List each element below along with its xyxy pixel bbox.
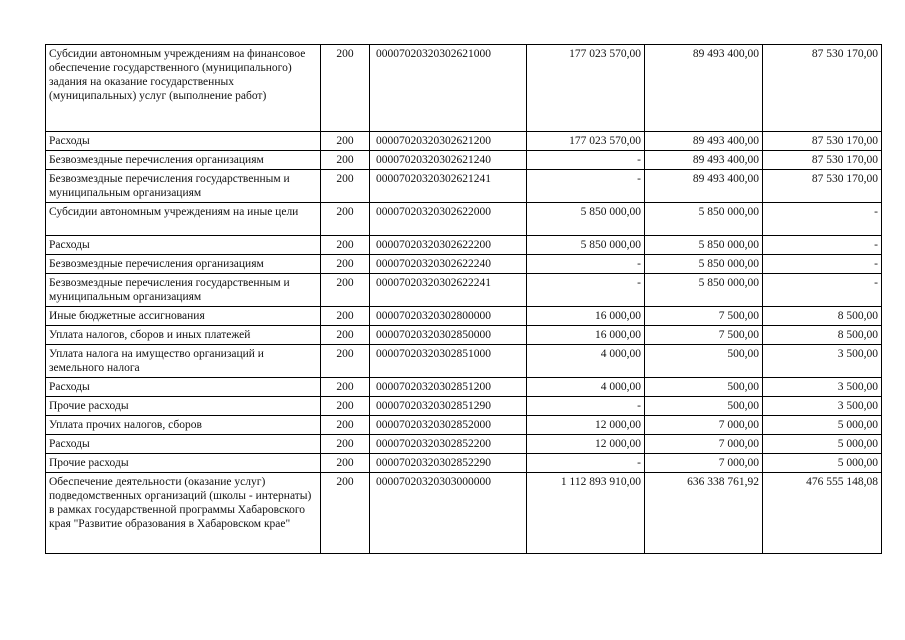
row-value-1-cell: - xyxy=(527,397,645,416)
table-row xyxy=(46,397,882,416)
row-name-cell: Иные бюджетные ассигнования xyxy=(46,307,321,326)
row-kbk-cell: 00007020320302852000 xyxy=(370,416,527,435)
row-value-2-cell: 5 850 000,00 xyxy=(645,274,763,307)
table-row xyxy=(46,473,882,554)
table-row xyxy=(46,435,882,454)
row-name-cell: Прочие расходы xyxy=(46,397,321,416)
row-value-2-cell: 89 493 400,00 xyxy=(645,45,763,132)
table-row xyxy=(46,378,882,397)
row-value-1-cell: 177 023 570,00 xyxy=(527,132,645,151)
row-value-1-cell: 177 023 570,00 xyxy=(527,45,645,132)
row-value-2-cell: 5 850 000,00 xyxy=(645,255,763,274)
row-name-cell: Расходы xyxy=(46,435,321,454)
row-value-1-cell: 1 112 893 910,00 xyxy=(527,473,645,554)
row-kbk-cell: 00007020320302621000 xyxy=(370,45,527,132)
row-value-3-cell: 5 000,00 xyxy=(763,435,882,454)
table-row xyxy=(46,151,882,170)
row-code-cell: 200 xyxy=(321,236,370,255)
row-name-cell: Уплата прочих налогов, сборов xyxy=(46,416,321,435)
row-value-2-cell: 89 493 400,00 xyxy=(645,151,763,170)
table-row xyxy=(46,132,882,151)
row-value-3-cell: 3 500,00 xyxy=(763,397,882,416)
row-value-2-cell: 636 338 761,92 xyxy=(645,473,763,554)
row-name-cell: Расходы xyxy=(46,132,321,151)
table-row xyxy=(46,255,882,274)
row-kbk-cell: 00007020320302622240 xyxy=(370,255,527,274)
row-value-1-cell: 16 000,00 xyxy=(527,307,645,326)
row-code-cell: 200 xyxy=(321,170,370,203)
row-value-3-cell: - xyxy=(763,203,882,236)
row-value-1-cell: 5 850 000,00 xyxy=(527,236,645,255)
row-value-3-cell: - xyxy=(763,236,882,255)
row-value-1-cell: - xyxy=(527,170,645,203)
row-value-1-cell: - xyxy=(527,274,645,307)
table-row xyxy=(46,326,882,345)
row-kbk-cell: 00007020320302851200 xyxy=(370,378,527,397)
row-value-2-cell: 500,00 xyxy=(645,345,763,378)
row-value-3-cell: 8 500,00 xyxy=(763,326,882,345)
budget-report-table-page xyxy=(45,44,882,554)
row-value-1-cell: 12 000,00 xyxy=(527,435,645,454)
row-code-cell: 200 xyxy=(321,274,370,307)
row-value-2-cell: 7 000,00 xyxy=(645,435,763,454)
row-code-cell: 200 xyxy=(321,307,370,326)
row-value-1-cell: - xyxy=(527,454,645,473)
row-code-cell: 200 xyxy=(321,435,370,454)
row-value-1-cell: - xyxy=(527,151,645,170)
row-kbk-cell: 00007020320302621200 xyxy=(370,132,527,151)
row-kbk-cell: 00007020320302851290 xyxy=(370,397,527,416)
table-row xyxy=(46,307,882,326)
table-row xyxy=(46,454,882,473)
row-value-1-cell: 16 000,00 xyxy=(527,326,645,345)
row-name-cell: Безвозмездные перечисления организациям xyxy=(46,151,321,170)
row-name-cell: Расходы xyxy=(46,378,321,397)
budget-execution-table xyxy=(45,44,882,554)
row-kbk-cell: 00007020320302851000 xyxy=(370,345,527,378)
table-body xyxy=(46,45,882,554)
row-code-cell: 200 xyxy=(321,203,370,236)
row-name-cell: Безвозмездные перечисления государственным и муниципальным организациям xyxy=(46,170,321,203)
row-value-3-cell: 476 555 148,08 xyxy=(763,473,882,554)
row-code-cell: 200 xyxy=(321,151,370,170)
row-kbk-cell: 00007020320302621240 xyxy=(370,151,527,170)
row-value-2-cell: 500,00 xyxy=(645,397,763,416)
row-value-3-cell: - xyxy=(763,274,882,307)
row-value-3-cell: 3 500,00 xyxy=(763,378,882,397)
row-value-3-cell: 87 530 170,00 xyxy=(763,132,882,151)
row-name-cell: Безвозмездные перечисления организациям xyxy=(46,255,321,274)
table-row xyxy=(46,274,882,307)
row-code-cell: 200 xyxy=(321,345,370,378)
row-code-cell: 200 xyxy=(321,326,370,345)
row-value-2-cell: 7 500,00 xyxy=(645,326,763,345)
row-code-cell: 200 xyxy=(321,473,370,554)
row-value-3-cell: 5 000,00 xyxy=(763,416,882,435)
table-row xyxy=(46,236,882,255)
table-row xyxy=(46,45,882,132)
row-value-3-cell: 8 500,00 xyxy=(763,307,882,326)
row-value-2-cell: 89 493 400,00 xyxy=(645,132,763,151)
row-value-3-cell: 3 500,00 xyxy=(763,345,882,378)
row-name-cell: Субсидии автономным учреждениям на финансовое обеспечение государственного (муниципального) задания на оказание государственных (муниципальных) услуг (выполнение работ) xyxy=(46,45,321,132)
row-value-1-cell: 4 000,00 xyxy=(527,345,645,378)
row-name-cell: Уплата налога на имущество организаций и земельного налога xyxy=(46,345,321,378)
row-value-2-cell: 5 850 000,00 xyxy=(645,236,763,255)
row-code-cell: 200 xyxy=(321,454,370,473)
row-code-cell: 200 xyxy=(321,255,370,274)
row-value-2-cell: 500,00 xyxy=(645,378,763,397)
row-name-cell: Прочие расходы xyxy=(46,454,321,473)
row-kbk-cell: 00007020320302621241 xyxy=(370,170,527,203)
row-name-cell: Субсидии автономным учреждениям на иные цели xyxy=(46,203,321,236)
row-code-cell: 200 xyxy=(321,397,370,416)
row-name-cell: Уплата налогов, сборов и иных платежей xyxy=(46,326,321,345)
table-row xyxy=(46,170,882,203)
row-code-cell: 200 xyxy=(321,132,370,151)
row-kbk-cell: 00007020320302622241 xyxy=(370,274,527,307)
row-value-3-cell: 87 530 170,00 xyxy=(763,170,882,203)
row-kbk-cell: 00007020320302852290 xyxy=(370,454,527,473)
row-kbk-cell: 00007020320302852200 xyxy=(370,435,527,454)
table-row xyxy=(46,416,882,435)
row-value-2-cell: 89 493 400,00 xyxy=(645,170,763,203)
table-row xyxy=(46,203,882,236)
row-code-cell: 200 xyxy=(321,45,370,132)
row-value-2-cell: 7 000,00 xyxy=(645,454,763,473)
row-value-1-cell: 12 000,00 xyxy=(527,416,645,435)
table-row xyxy=(46,345,882,378)
row-kbk-cell: 00007020320302850000 xyxy=(370,326,527,345)
row-value-2-cell: 5 850 000,00 xyxy=(645,203,763,236)
row-value-3-cell: - xyxy=(763,255,882,274)
row-value-3-cell: 87 530 170,00 xyxy=(763,151,882,170)
row-name-cell: Безвозмездные перечисления государственным и муниципальным организациям xyxy=(46,274,321,307)
row-value-1-cell: - xyxy=(527,255,645,274)
row-kbk-cell: 00007020320302800000 xyxy=(370,307,527,326)
row-kbk-cell: 00007020320303000000 xyxy=(370,473,527,554)
row-value-3-cell: 5 000,00 xyxy=(763,454,882,473)
row-value-3-cell: 87 530 170,00 xyxy=(763,45,882,132)
row-value-1-cell: 5 850 000,00 xyxy=(527,203,645,236)
row-code-cell: 200 xyxy=(321,378,370,397)
row-kbk-cell: 00007020320302622200 xyxy=(370,236,527,255)
row-value-1-cell: 4 000,00 xyxy=(527,378,645,397)
row-kbk-cell: 00007020320302622000 xyxy=(370,203,527,236)
row-value-2-cell: 7 000,00 xyxy=(645,416,763,435)
row-name-cell: Обеспечение деятельности (оказание услуг) подведомственных организаций (школы - интернаты) в рамках государственной программы Хабаровского края "Развитие образования в Хабаровском крае" xyxy=(46,473,321,554)
row-value-2-cell: 7 500,00 xyxy=(645,307,763,326)
row-name-cell: Расходы xyxy=(46,236,321,255)
row-code-cell: 200 xyxy=(321,416,370,435)
